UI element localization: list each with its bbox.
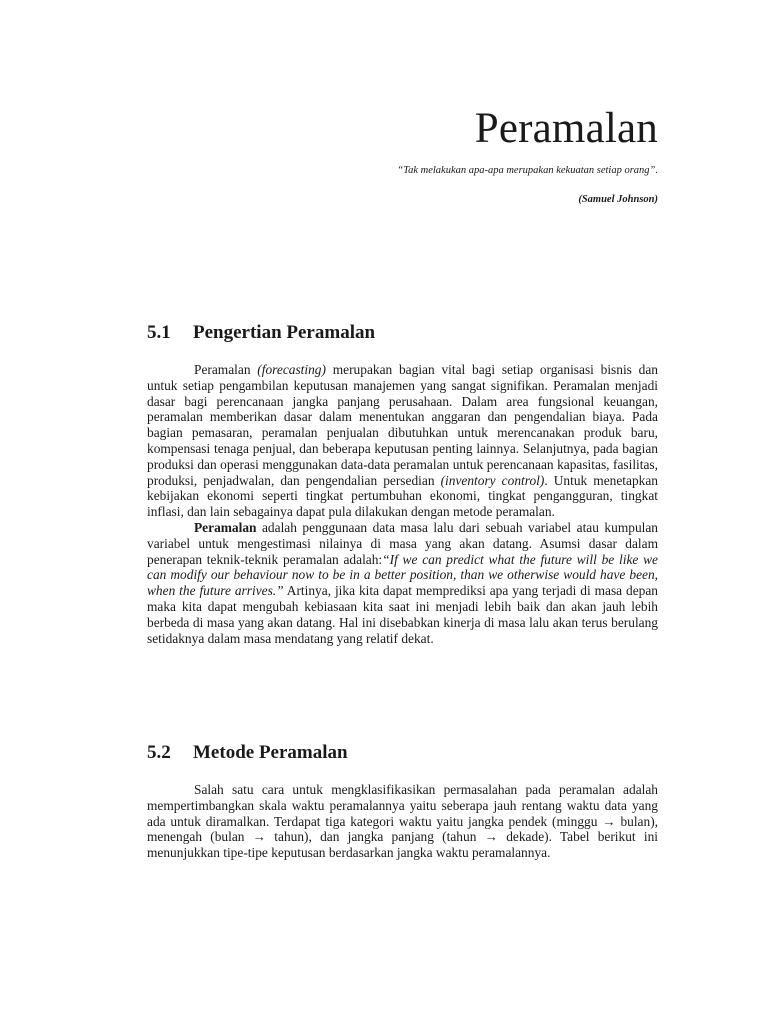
text-run: adalah penggunaan data masa lalu dari sebuah variabel atau kumpulan variabel untuk mengestimasi nilainya di masa yang akan datang. Asumsi dasar dalam penerapan teknik-teknik peramalan adalah: bbox=[147, 519, 658, 567]
text-run: Salah satu cara untuk mengklasifikasikan permasalahan pada peramalan adalah mempertimbangkan skala waktu peramalannya yaitu seberapa jauh rentang waktu data yang ada untuk diramalkan. Terdapat tiga kategori waktu yaitu jangka pendek (minggu → bulan), menengah (bulan → tahun), dan jangka panjang (tahun → dekade). Tabel berikut ini menunjukkan tipe-tipe keputusan berdasarkan jangka waktu peramalannya. bbox=[147, 782, 658, 861]
chapter-title: Peramalan bbox=[474, 105, 658, 152]
section-heading-5-2 bbox=[147, 742, 348, 764]
term-peramalan: Peramalan bbox=[194, 519, 257, 535]
epigraph-author: (Samuel Johnson) bbox=[578, 194, 658, 205]
section-heading-5-1 bbox=[147, 322, 375, 344]
text-run: merupakan bagian vital bagi setiap organisasi bisnis dan untuk setiap pengambilan keputusan manajemen yang sangat signifikan. Peramalan menjadi dasar bagi perencanaan jangka panjang perusahaan. Dalam area fungsional keuangan, peramalan memberikan dasar dalam menentukan anggaran dan pengendalian biaya. Pada bagian pemasaran, peramalan penjualan dibutuhkan untuk merencanakan produk baru, kompensasi tenaga penjual, dan beberapa keputusan penting lainnya. Selanjutnya, pada bagian produksi dan operasi menggunakan data-data peramalan untuk perencanaan kapasitas, fasilitas, produksi, penjadwalan, dan pengendalian persedian bbox=[147, 362, 658, 488]
section-number: 5.2 bbox=[147, 742, 171, 763]
term-forecasting: (forecasting) bbox=[257, 362, 326, 377]
english-quote: “If we can predict what the future will be like we can modify our behaviour now to be in a better position, than we otherwise would have been, when the future arrives.” bbox=[147, 551, 658, 599]
section-title: Metode Peramalan bbox=[193, 742, 348, 763]
epigraph-quote: “Tak melakukan apa-apa merupakan kekuatan setiap orang”. bbox=[397, 165, 658, 176]
section-title: Pengertian Peramalan bbox=[193, 322, 376, 343]
term-inventory-control: (inventory control) bbox=[440, 472, 545, 488]
section-body-5-1 bbox=[147, 362, 658, 646]
text-run: Peramalan bbox=[194, 362, 258, 377]
paragraph bbox=[147, 782, 658, 861]
text-run: . Untuk menetapkan kebijakan ekonomi seperti tingkat pertumbuhan ekonomi, tingkat pengangguran, tingkat inflasi, dan lain sebagainya dapat pula dilakukan dengan metode peramalan. bbox=[147, 472, 658, 520]
paragraph bbox=[147, 362, 658, 520]
section-body-5-2 bbox=[147, 782, 658, 861]
section-number: 5.1 bbox=[147, 322, 171, 343]
text-run: Artinya, jika kita dapat memprediksi apa yang terjadi di masa depan maka kita dapat mengubah kebiasaan kita saat ini menjadi lebih baik dan akan jauh lebih berbeda di masa yang akan datang. Hal ini disebabkan kinerja di masa lalu akan terus berulang setidaknya dalam masa mendatang yang relatif dekat. bbox=[147, 583, 659, 646]
paragraph bbox=[147, 520, 658, 646]
